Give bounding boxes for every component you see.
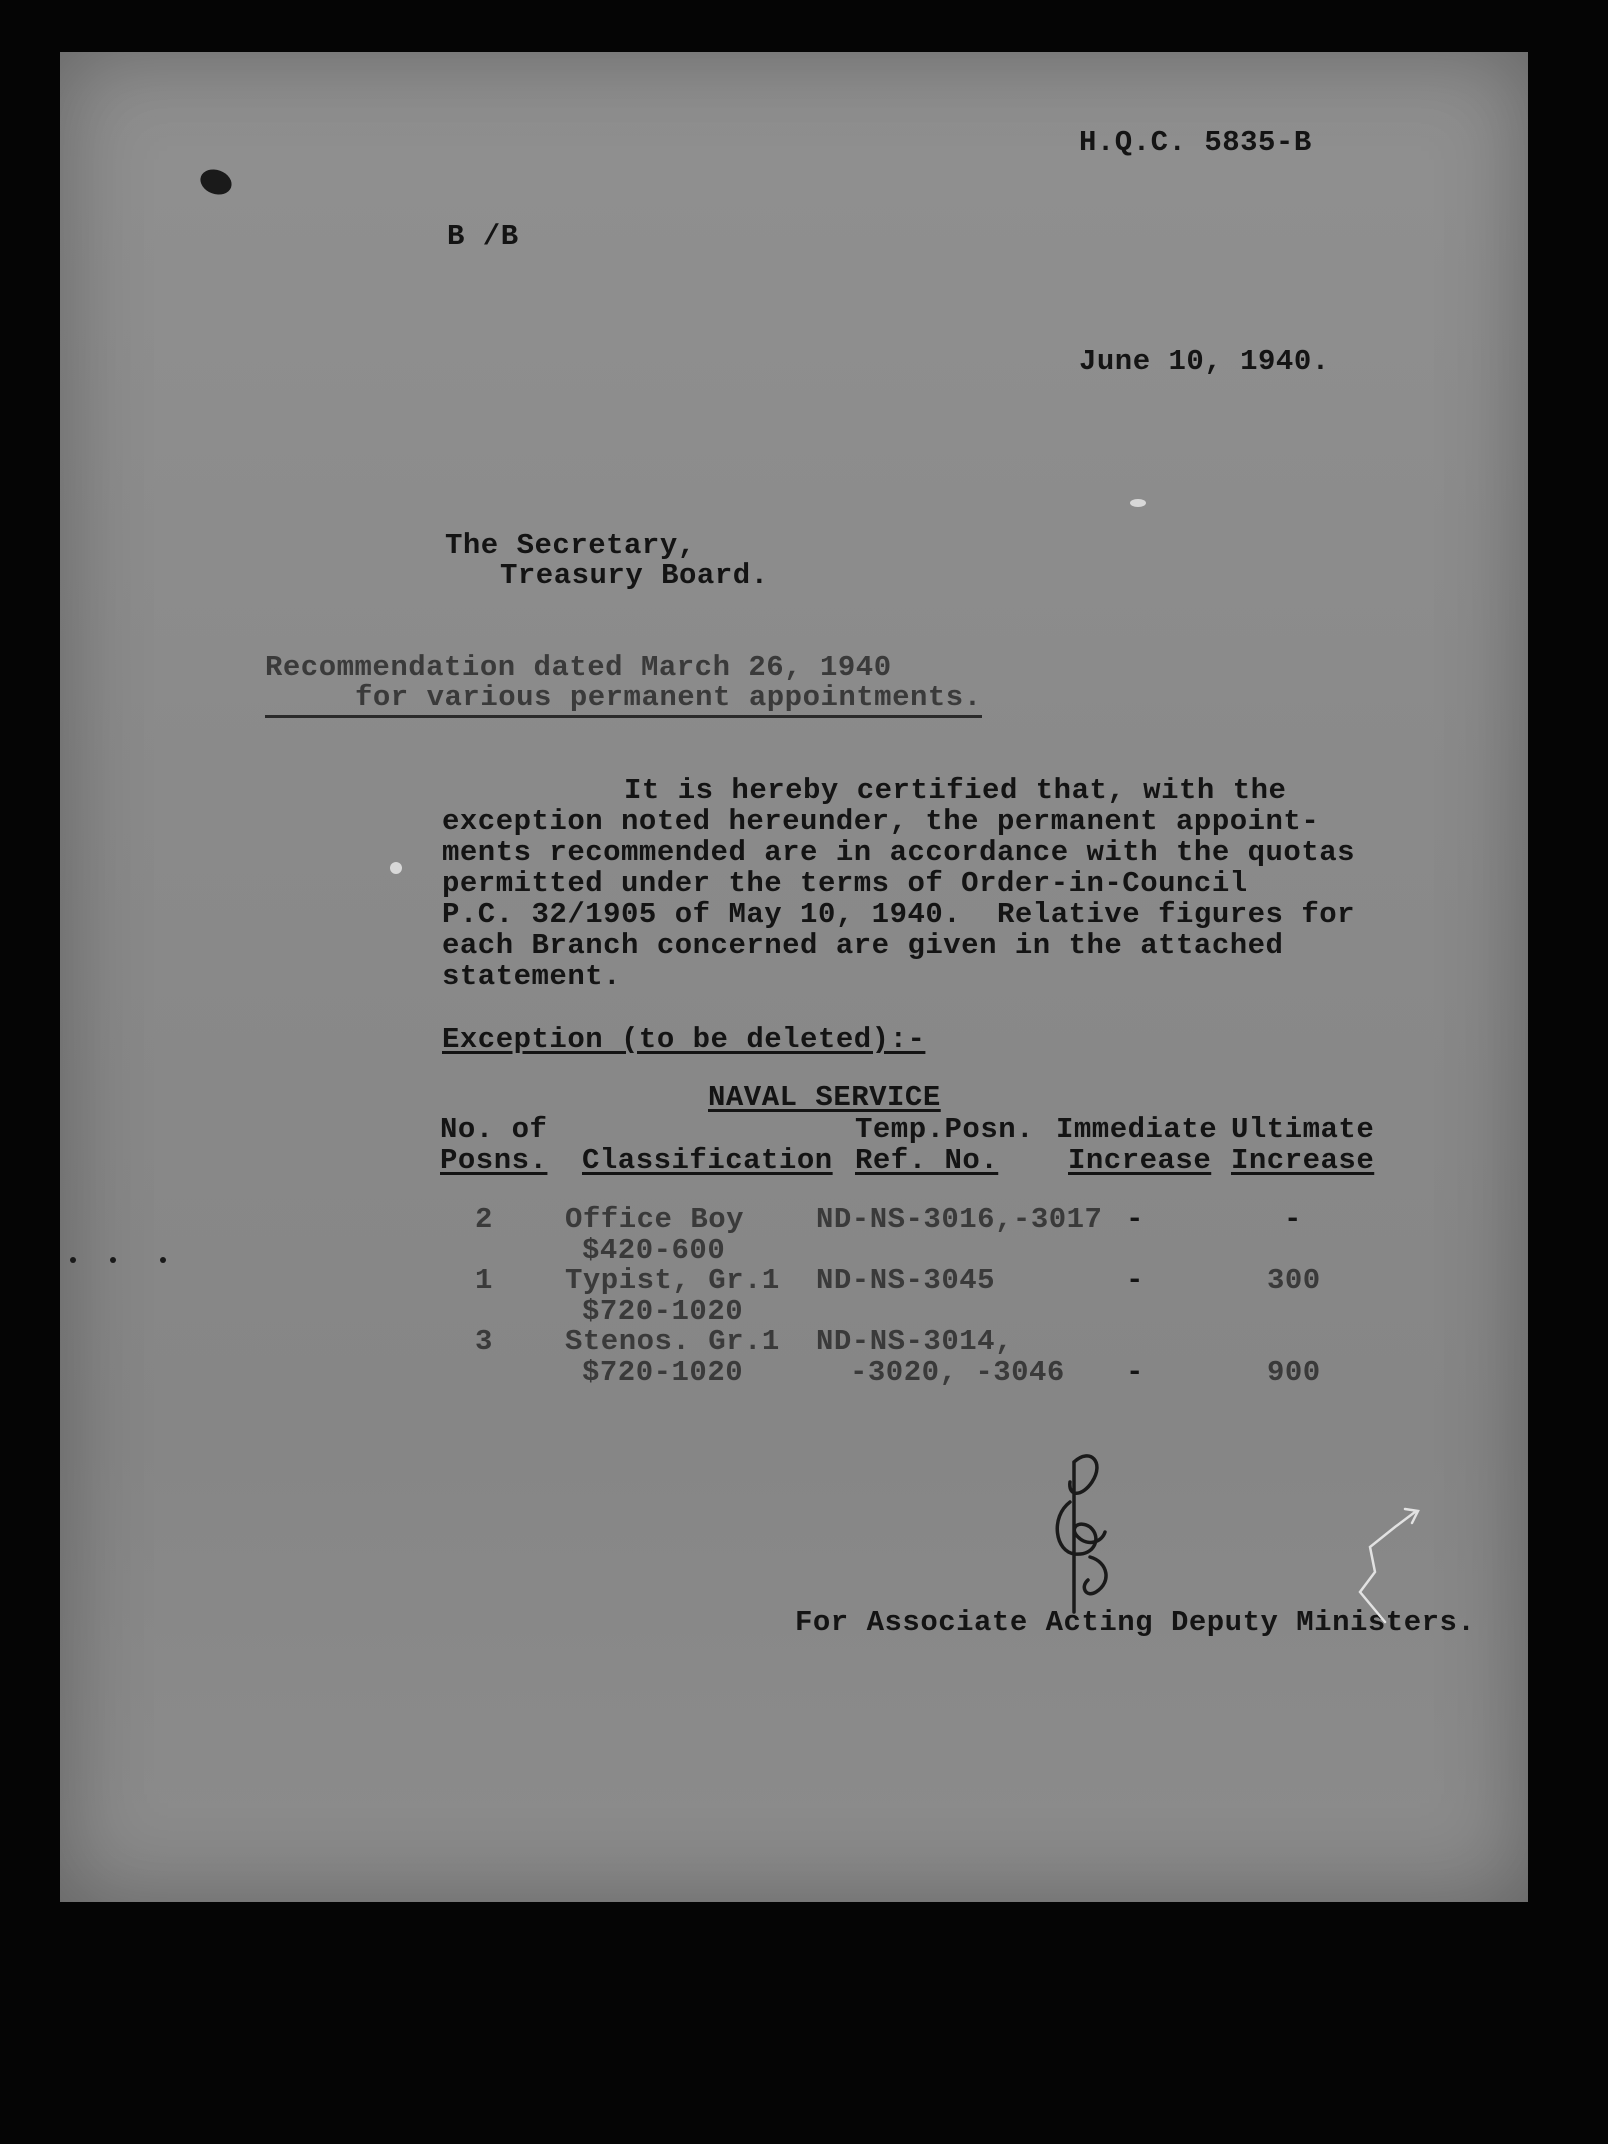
- ink-dot: [160, 1257, 166, 1263]
- file-reference: H.Q.C. 5835-B: [1079, 126, 1312, 159]
- row-classification: Office Boy: [565, 1203, 745, 1236]
- body-line: each Branch concerned are given in the attached: [442, 929, 1284, 962]
- header-ultimate-line1: Ultimate: [1231, 1113, 1375, 1146]
- table-section-title: NAVAL SERVICE: [708, 1081, 941, 1114]
- body-line: exception noted hereunder, the permanent appoint-: [442, 805, 1320, 838]
- row-classification: Typist, Gr.1: [565, 1264, 780, 1297]
- header-immediate-line1: Immediate: [1056, 1113, 1218, 1146]
- letter-date: June 10, 1940.: [1079, 345, 1330, 378]
- row-salary-range: $420-600: [582, 1234, 726, 1267]
- initials-reference: B /B: [447, 220, 519, 253]
- addressee-title: The Secretary,: [445, 529, 696, 562]
- row-salary-range: $720-1020: [582, 1295, 744, 1328]
- row-ultimate: 300: [1267, 1264, 1321, 1297]
- punch-hole-mark: [197, 165, 235, 198]
- row-salary-range: $720-1020: [582, 1356, 744, 1389]
- row-immediate: -: [1126, 1264, 1144, 1297]
- exception-heading: Exception (to be deleted):-: [442, 1023, 926, 1056]
- header-ultimate-line2: Increase: [1231, 1144, 1375, 1177]
- paper-speck: [390, 862, 402, 874]
- document-page: [60, 52, 1528, 1902]
- body-line: It is hereby certified that, with the: [624, 774, 1287, 807]
- row-reference: ND-NS-3045: [816, 1264, 996, 1297]
- signature-block: For Associate Acting Deputy Ministers.: [795, 1606, 1476, 1639]
- ink-dot: [110, 1257, 116, 1263]
- header-ref-line2: Ref. No.: [855, 1144, 999, 1177]
- body-line: statement.: [442, 960, 622, 993]
- scratch-mark-arrow: [1340, 1497, 1460, 1637]
- row-posns: 3: [475, 1325, 493, 1358]
- row-reference: ND-NS-3014,: [816, 1325, 1013, 1358]
- handwritten-initials-signature: [1030, 1442, 1140, 1622]
- addressee-organization: Treasury Board.: [500, 559, 769, 592]
- body-line: ments recommended are in accordance with the quotas: [442, 836, 1356, 869]
- paper-speck: [1130, 499, 1146, 507]
- row-immediate: -: [1126, 1203, 1144, 1236]
- row-ultimate: 900: [1267, 1356, 1321, 1389]
- row-reference-cont: -3020, -3046: [850, 1356, 1065, 1389]
- subject-line-2: for various permanent appointments.: [265, 682, 982, 718]
- body-line: permitted under the terms of Order-in-Council: [442, 867, 1248, 900]
- row-reference: ND-NS-3016,-3017: [816, 1203, 1103, 1236]
- row-ultimate: -: [1284, 1203, 1302, 1236]
- row-posns: 2: [475, 1203, 493, 1236]
- body-line: P.C. 32/1905 of May 10, 1940. Relative figures for: [442, 898, 1356, 931]
- subject-line-1: Recommendation dated March 26, 1940: [265, 651, 892, 684]
- row-immediate: -: [1126, 1356, 1144, 1389]
- header-immediate-line2: Increase: [1068, 1144, 1212, 1177]
- header-posns-line2: Posns.: [440, 1144, 548, 1177]
- row-classification: Stenos. Gr.1: [565, 1325, 780, 1358]
- header-classification: Classification: [582, 1144, 833, 1177]
- ink-dot: [70, 1257, 76, 1263]
- header-ref-line1: Temp.Posn.: [855, 1113, 1035, 1146]
- header-posns-line1: No. of: [440, 1113, 548, 1146]
- row-posns: 1: [475, 1264, 493, 1297]
